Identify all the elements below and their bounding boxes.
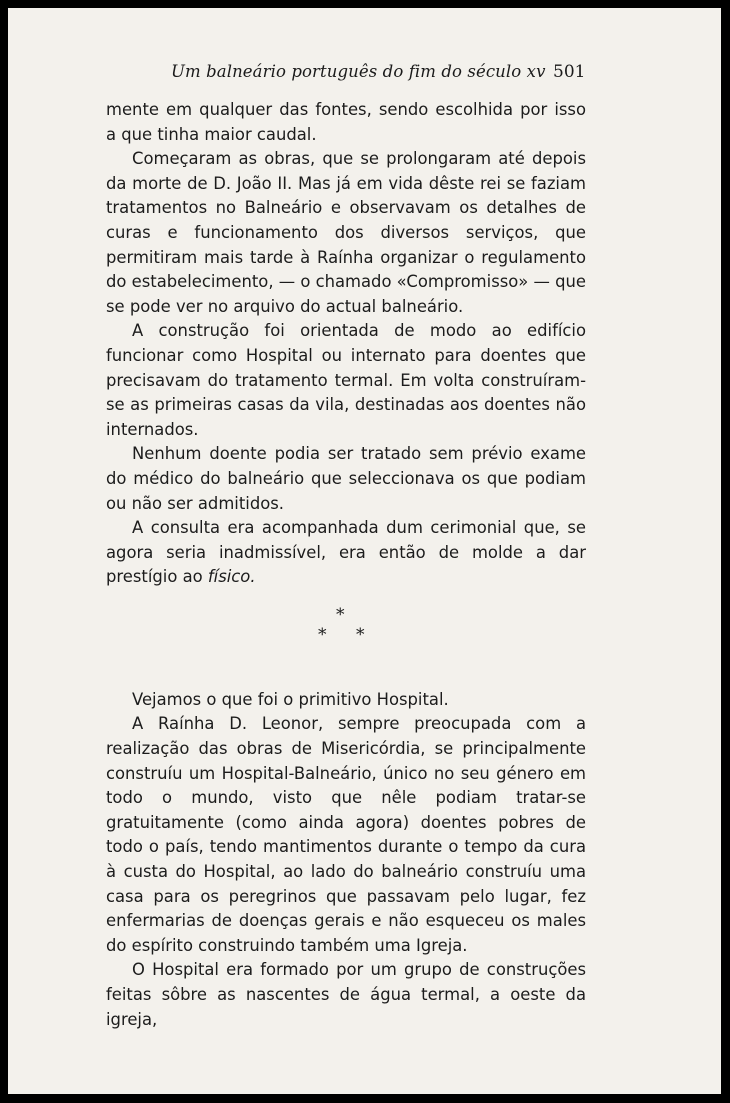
paragraph-with-italic-ending — [106, 516, 586, 590]
asterisk-mark: * — [356, 624, 365, 645]
paragraph: A construção foi orientada de modo ao edifício funcionar como Hospital ou internato para doentes que precisavam do tratamento termal. Em volta construíram-se as primeiras casas da vila, destinadas aos doentes não internados. — [106, 321, 586, 439]
body-text — [106, 98, 586, 1032]
asterisk-mark: * — [336, 604, 345, 625]
page-number: 501 — [553, 62, 586, 82]
book-page — [8, 8, 721, 1094]
paragraph: Vejamos o que foi o primitivo Hospital. — [132, 689, 449, 709]
paragraph: Começaram as obras, que se prolongaram até depois da morte de D. João II. Mas já em vida dêste rei se faziam tratamentos no Balneário e observavam os detalhes de curas e funcionamento dos diversos serviços, que permitiram mais tarde à Raínha organizar o regulamento do estabelecimento, — o chamado «Compromisso» — que se pode ver no arquivo do actual balneário. — [106, 149, 587, 316]
paragraph: mente em qualquer das fontes, sendo escolhida por isso a que tinha maior caudal. — [106, 100, 586, 144]
paragraph: Nenhum doente podia ser tratado sem prévio exame do médico do balneário que seleccionava os que podiam ou não ser admitidos. — [106, 444, 586, 513]
paragraph: A Raínha D. Leonor, sempre preocupada com a realização das obras de Misericórdia, se principalmente construíu um Hospital-Balneário, único no seu género em todo o mundo, visto que nêle podiam tratar-se gratuitamente (como ainda agora) doentes pobres de todo o país, tendo mantimentos durante o tempo da cura à custa do Hospital, ao lado do balneário construíu uma casa para os peregrinos que passavam pelo lugar, fez enfermarias de doenças gerais e não esqueceu os males do espírito construindo também uma Igreja. — [106, 714, 586, 955]
section-break-asterism — [106, 590, 586, 688]
page-header — [8, 62, 721, 92]
asterisk-mark: * — [318, 624, 327, 645]
paragraph-text: A consulta era acompanhada dum cerimonial que, se agora seria inadmissível, era então de molde a dar prestígio ao — [106, 518, 586, 587]
italic-word: físico. — [207, 567, 256, 587]
paragraph: O Hospital era formado por um grupo de construções feitas sôbre as nascentes de água termal, a oeste da igreja, — [106, 960, 586, 1029]
running-title: Um balneário português do fim do século xv — [171, 62, 546, 81]
